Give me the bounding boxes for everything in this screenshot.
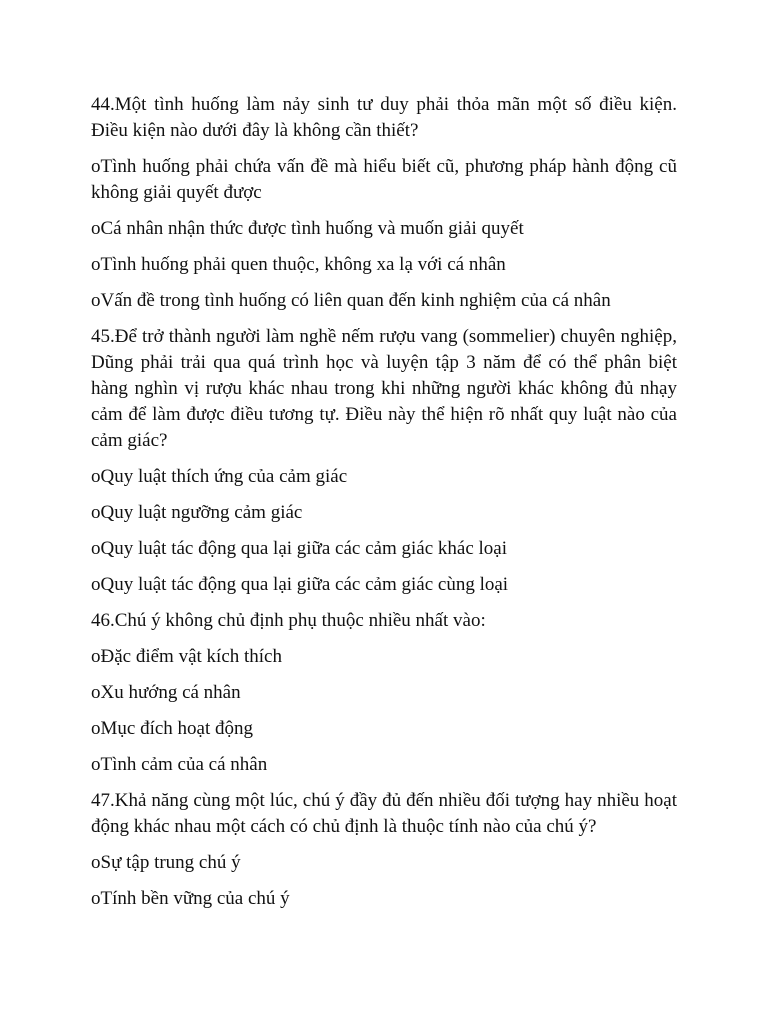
question-45-stem: 45.Để trở thành người làm nghề nếm rượu vang (sommelier) chuyên nghiệp, Dũng phải trải qua quá trình học và luyện tập 3 năm để có thể phân biệt hàng nghìn vị rượu khác nhau trong khi những người khác không đủ nhạy cảm để làm được điều tương tự. Điều này thể hiện rõ nhất quy luật nào của cảm giác? [91, 326, 677, 451]
question-44-option-4: oVấn đề trong tình huống có liên quan đến kinh nghiệm của cá nhân [91, 290, 611, 311]
question-46-option-1: oĐặc điểm vật kích thích [91, 646, 282, 667]
question-46-option-2: oXu hướng cá nhân [91, 682, 241, 703]
question-44-option-1: oTình huống phải chứa vấn đề mà hiểu biết cũ, phương pháp hành động cũ không giải quyết được [91, 156, 677, 203]
question-47-stem: 47.Khả năng cùng một lúc, chú ý đầy đủ đến nhiều đối tượng hay nhiều hoạt động khác nhau một cách có chủ định là thuộc tính nào của chú ý? [91, 790, 677, 837]
question-44-option-3: oTình huống phải quen thuộc, không xa lạ với cá nhân [91, 254, 506, 275]
question-44-option-2: oCá nhân nhận thức được tình huống và muốn giải quyết [91, 218, 524, 239]
question-44-stem: 44.Một tình huống làm nảy sinh tư duy phải thỏa mãn một số điều kiện. Điều kiện nào dưới đây là không cần thiết? [91, 94, 677, 141]
question-45-option-4: oQuy luật tác động qua lại giữa các cảm giác cùng loại [91, 574, 509, 595]
question-45-option-1: oQuy luật thích ứng của cảm giác [91, 466, 348, 487]
question-45-option-2: oQuy luật ngưỡng cảm giác [91, 502, 303, 523]
question-46-option-3: oMục đích hoạt động [91, 718, 254, 739]
question-45-option-3: oQuy luật tác động qua lại giữa các cảm giác khác loại [91, 538, 507, 559]
document-page [91, 92, 677, 922]
question-47-option-1: oSự tập trung chú ý [91, 852, 241, 873]
question-46-stem: 46.Chú ý không chủ định phụ thuộc nhiều nhất vào: [91, 610, 486, 631]
question-46-option-4: oTình cảm của cá nhân [91, 754, 268, 775]
question-47-option-2: oTính bền vững của chú ý [91, 888, 290, 909]
